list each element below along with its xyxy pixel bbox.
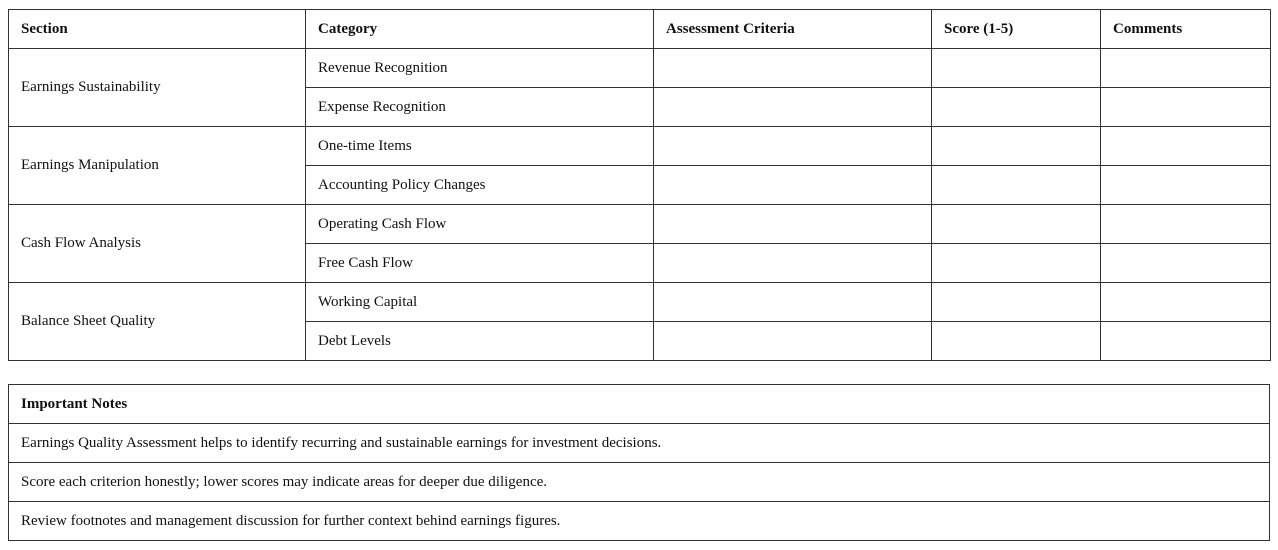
assessment-table [8,9,1271,361]
table-row [9,205,1271,244]
note-item: Review footnotes and management discussion for further context behind earnings figures. [9,502,1270,541]
section-cell: Earnings Manipulation [9,127,306,205]
header-comments: Comments [1101,10,1271,49]
comments-cell[interactable] [1101,88,1271,127]
category-cell: Accounting Policy Changes [306,166,654,205]
note-item: Earnings Quality Assessment helps to identify recurring and sustainable earnings for investment decisions. [9,424,1270,463]
notes-header-row [9,385,1270,424]
category-cell: Expense Recognition [306,88,654,127]
category-cell: Debt Levels [306,322,654,361]
section-cell: Balance Sheet Quality [9,283,306,361]
comments-cell[interactable] [1101,49,1271,88]
comments-cell[interactable] [1101,244,1271,283]
section-cell: Cash Flow Analysis [9,205,306,283]
category-cell: Free Cash Flow [306,244,654,283]
score-cell[interactable] [932,205,1101,244]
category-cell: One-time Items [306,127,654,166]
note-item: Score each criterion honestly; lower scores may indicate areas for deeper due diligence. [9,463,1270,502]
score-cell[interactable] [932,127,1101,166]
score-cell[interactable] [932,166,1101,205]
score-cell[interactable] [932,49,1101,88]
header-assessment-criteria: Assessment Criteria [654,10,932,49]
header-row [9,10,1271,49]
note-row [9,424,1270,463]
score-cell[interactable] [932,244,1101,283]
header-score: Score (1-5) [932,10,1101,49]
score-cell[interactable] [932,283,1101,322]
header-section: Section [9,10,306,49]
score-cell[interactable] [932,322,1101,361]
comments-cell[interactable] [1101,166,1271,205]
note-row [9,463,1270,502]
comments-cell[interactable] [1101,205,1271,244]
comments-cell[interactable] [1101,283,1271,322]
category-cell: Working Capital [306,283,654,322]
note-row [9,502,1270,541]
criteria-cell[interactable] [654,244,932,283]
criteria-cell[interactable] [654,49,932,88]
criteria-cell[interactable] [654,88,932,127]
comments-cell[interactable] [1101,322,1271,361]
table-row [9,127,1271,166]
criteria-cell[interactable] [654,166,932,205]
notes-title: Important Notes [9,385,1270,424]
criteria-cell[interactable] [654,127,932,166]
criteria-cell[interactable] [654,283,932,322]
section-cell: Earnings Sustainability [9,49,306,127]
header-category: Category [306,10,654,49]
criteria-cell[interactable] [654,205,932,244]
notes-table [8,384,1270,541]
category-cell: Operating Cash Flow [306,205,654,244]
table-row [9,283,1271,322]
criteria-cell[interactable] [654,322,932,361]
table-row [9,49,1271,88]
category-cell: Revenue Recognition [306,49,654,88]
comments-cell[interactable] [1101,127,1271,166]
score-cell[interactable] [932,88,1101,127]
